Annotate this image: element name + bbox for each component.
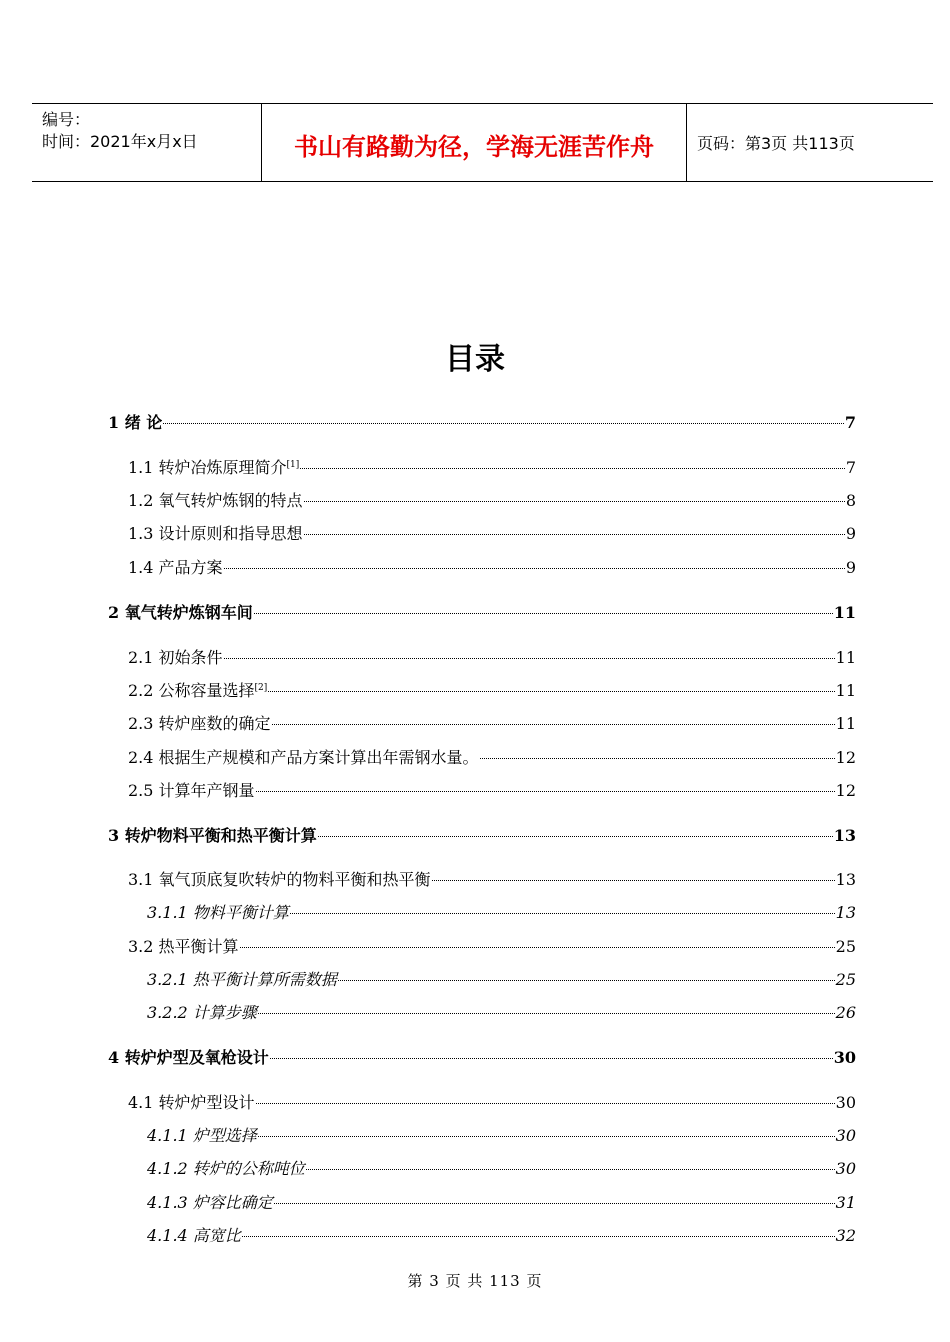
dot-leader — [256, 1102, 835, 1104]
toc-entry-title: 2.2 公称容量选择[2] — [128, 681, 268, 700]
dot-leader — [300, 467, 845, 469]
dot-leader — [256, 790, 835, 792]
toc-entry-title: 4 转炉炉型及氧枪设计 — [108, 1048, 269, 1067]
toc-entry-title: 3.1.1 物料平衡计算 — [147, 903, 289, 922]
dot-leader — [254, 612, 833, 614]
dot-leader — [224, 567, 845, 569]
dot-leader — [163, 422, 844, 424]
dot-leader — [240, 946, 835, 948]
toc-entry[interactable] — [128, 678, 856, 701]
toc-page-number: 11 — [835, 681, 856, 700]
citation-marker: [1] — [286, 460, 300, 470]
toc-entry[interactable] — [128, 521, 856, 544]
toc-entry[interactable] — [147, 1000, 856, 1023]
toc-page-number: 30 — [833, 1048, 856, 1067]
dot-leader — [258, 1135, 835, 1137]
toc-entry[interactable] — [147, 1156, 856, 1179]
toc-entry[interactable] — [128, 934, 856, 957]
toc-entry[interactable] — [147, 1223, 856, 1246]
toc-page-number: 9 — [845, 558, 856, 577]
toc-entry[interactable] — [128, 555, 856, 578]
toc-page-number: 11 — [835, 714, 856, 733]
toc-entry-title: 3.2.1 热平衡计算所需数据 — [147, 970, 337, 989]
toc-page-number: 9 — [845, 524, 856, 543]
toc-entry-title: 4.1.2 转炉的公称吨位 — [147, 1159, 305, 1178]
toc-entry-title: 2 氧气转炉炼钢车间 — [108, 603, 253, 622]
toc-entry-title: 3.2.2 计算步骤 — [147, 1003, 257, 1022]
toc-page-number: 12 — [835, 748, 856, 767]
dot-leader — [338, 979, 835, 981]
toc-entry[interactable] — [128, 455, 856, 478]
toc-entry-title: 1.1 转炉冶炼原理简介[1] — [128, 458, 300, 477]
toc-entry-title: 2.5 计算年产钢量 — [128, 781, 255, 800]
serial-label: 编号： — [42, 110, 91, 129]
toc-entry-title: 4.1.1 炉型选择 — [147, 1126, 257, 1145]
toc-entry-title: 2.3 转炉座数的确定 — [128, 714, 271, 733]
toc-page-number: 30 — [835, 1159, 856, 1178]
toc-entry-title: 4.1.4 高宽比 — [147, 1226, 241, 1245]
dot-leader — [304, 533, 845, 535]
dot-leader — [432, 879, 835, 881]
dot-leader — [224, 657, 835, 659]
dot-leader — [304, 500, 845, 502]
toc-page-number: 30 — [835, 1093, 856, 1112]
header-page-label: 页码：第3页 共113页 — [697, 134, 855, 153]
toc-page-number: 30 — [835, 1126, 856, 1145]
toc-entry-title: 3.1 氧气顶底复吹转炉的物料平衡和热平衡 — [128, 870, 431, 889]
dot-leader — [318, 835, 833, 837]
toc-page-number: 13 — [833, 826, 856, 845]
toc-entry-title: 1.3 设计原则和指导思想 — [128, 524, 303, 543]
toc-entry[interactable] — [128, 867, 856, 890]
toc-page-number: 12 — [835, 781, 856, 800]
toc-entry-title: 1 绪 论 — [108, 413, 163, 432]
toc-entry[interactable] — [108, 600, 856, 623]
toc-entry-title: 4.1 转炉炉型设计 — [128, 1093, 255, 1112]
toc-entry[interactable] — [128, 745, 856, 768]
dot-leader — [274, 1202, 835, 1204]
dot-leader — [480, 757, 835, 759]
toc-entry-title: 3.2 热平衡计算 — [128, 937, 239, 956]
toc-page-number: 32 — [835, 1226, 856, 1245]
toc-entry[interactable] — [108, 823, 856, 846]
header-motto: 书山有路勤为径，学海无涯苦作舟 — [262, 104, 687, 181]
toc-entry[interactable] — [108, 410, 856, 433]
toc-entry[interactable] — [147, 967, 856, 990]
toc-page-number: 11 — [833, 603, 856, 622]
toc-entry-title: 1.4 产品方案 — [128, 558, 223, 577]
dot-leader — [290, 912, 835, 914]
dot-leader — [258, 1012, 835, 1014]
dot-leader — [270, 1057, 833, 1059]
toc-entry[interactable] — [147, 1123, 856, 1146]
toc-entry[interactable] — [128, 711, 856, 734]
dot-leader — [306, 1168, 835, 1170]
toc-page-number: 11 — [835, 648, 856, 667]
toc-entry[interactable] — [128, 1090, 856, 1113]
toc-entry[interactable] — [128, 778, 856, 801]
toc-entry[interactable] — [128, 645, 856, 668]
toc-entry-title: 4.1.3 炉容比确定 — [147, 1193, 273, 1212]
toc-page-number: 8 — [845, 491, 856, 510]
time-label: 时间：2021年x月x日 — [42, 132, 198, 151]
toc-entry[interactable] — [147, 900, 856, 923]
page-header — [32, 103, 933, 182]
dot-leader — [268, 690, 834, 692]
page-footer: 第 3 页 共 113 页 — [407, 1272, 543, 1290]
toc-entry[interactable] — [147, 1190, 856, 1213]
toc-entry[interactable] — [108, 1045, 856, 1068]
toc-page-number: 7 — [844, 413, 856, 432]
toc-page-number: 26 — [835, 1003, 856, 1022]
toc-page-number: 13 — [835, 870, 856, 889]
dot-leader — [272, 723, 835, 725]
toc-page-number: 25 — [835, 970, 856, 989]
page-title: 目录 — [445, 342, 505, 377]
dot-leader — [242, 1235, 835, 1237]
citation-marker: [2] — [254, 683, 268, 693]
toc-entry-title: 2.4 根据生产规模和产品方案计算出年需钢水量。 — [128, 748, 479, 767]
toc-entry-title: 1.2 氧气转炉炼钢的特点 — [128, 491, 303, 510]
toc-entry[interactable] — [128, 488, 856, 511]
toc-page-number: 13 — [835, 903, 856, 922]
toc-entry-title: 2.1 初始条件 — [128, 648, 223, 667]
toc-page-number: 7 — [845, 458, 856, 477]
header-info-cell — [32, 104, 262, 181]
toc-page-number: 31 — [835, 1193, 856, 1212]
toc-page-number: 25 — [835, 937, 856, 956]
toc-entry-title: 3 转炉物料平衡和热平衡计算 — [108, 826, 317, 845]
